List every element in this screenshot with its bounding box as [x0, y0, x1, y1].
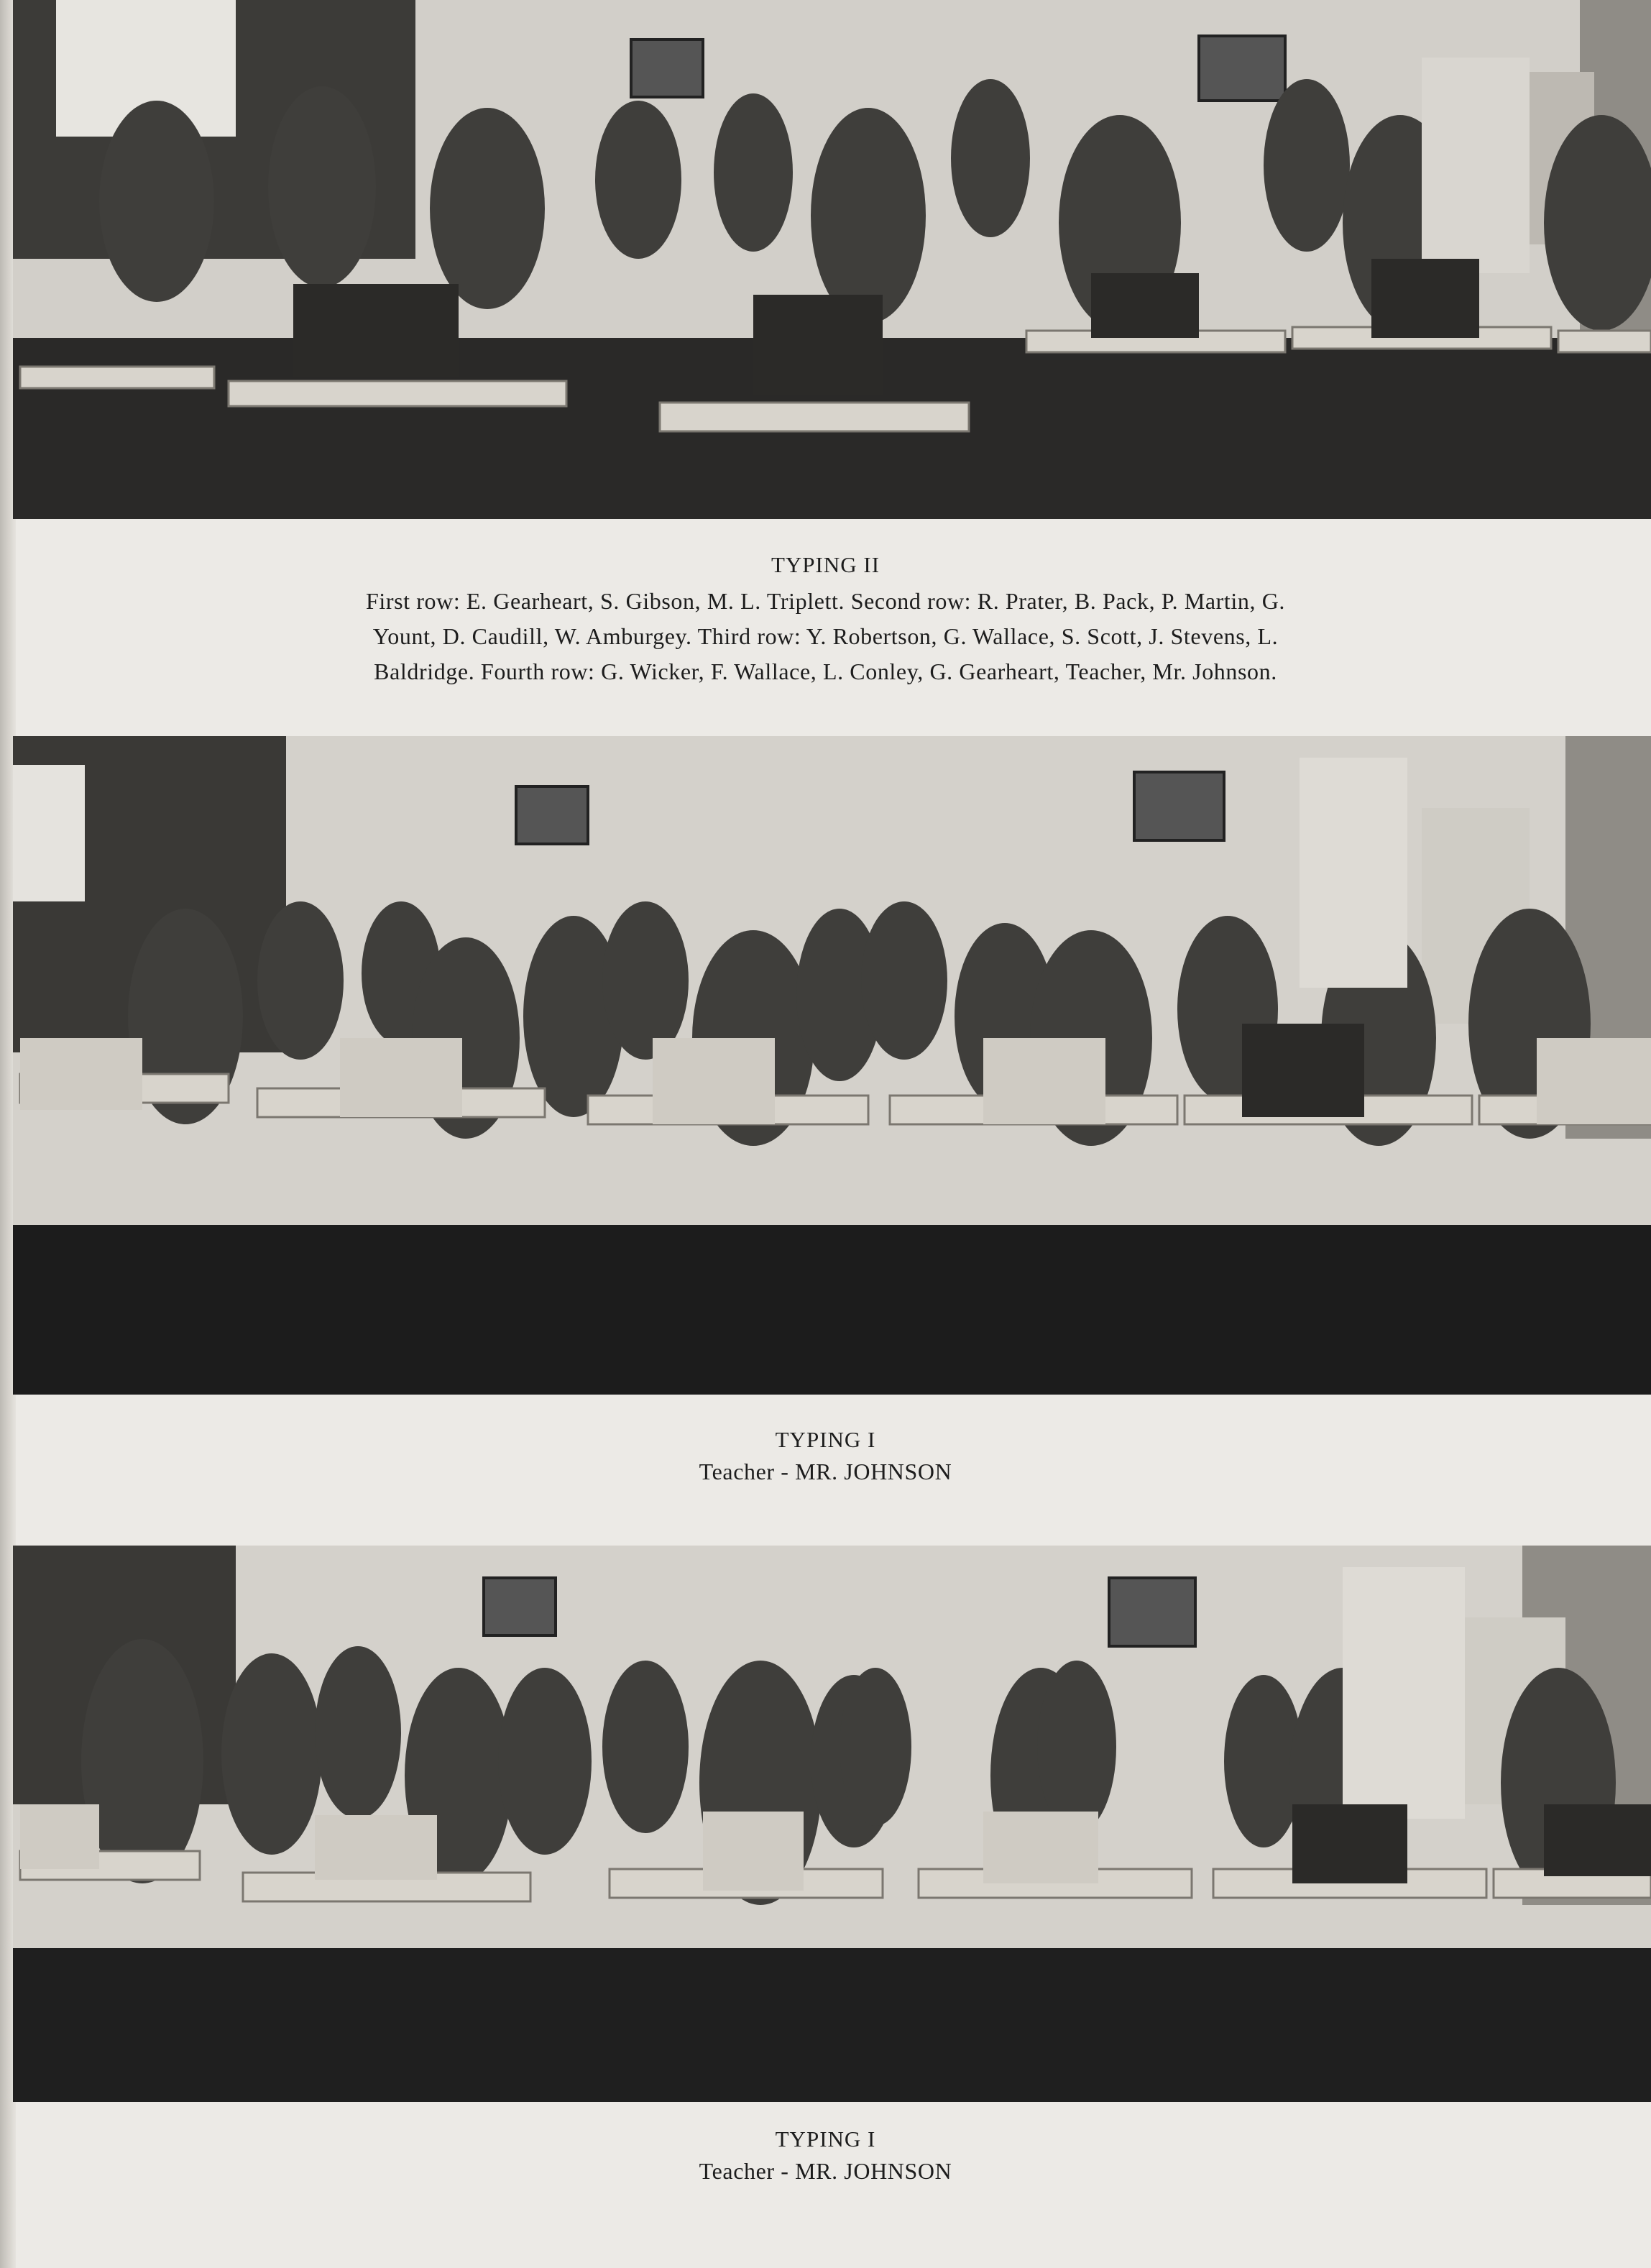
caption-typing-i-1	[0, 1427, 1651, 1489]
caption-line: Teacher - MR. JOHNSON	[699, 2158, 952, 2184]
caption-line: Teacher - MR. JOHNSON	[699, 1459, 952, 1484]
section-title: TYPING II	[771, 552, 880, 577]
section-title: TYPING I	[775, 1427, 876, 1452]
caption-typing-i-2	[0, 2126, 1651, 2189]
photo-typing-i-class-2	[13, 1546, 1651, 2102]
section-title: TYPING I	[775, 2126, 876, 2152]
photo-typing-ii-class	[13, 0, 1651, 519]
photo-typing-i-class-1	[13, 736, 1651, 1395]
caption-line: First row: E. Gearheart, S. Gibson, M. L. Triplett. Second row: R. Prater, B. Pack, P. Martin, G.	[365, 588, 1286, 614]
caption-line: Baldridge. Fourth row: G. Wicker, F. Wallace, L. Conley, G. Gearheart, Teacher, Mr. Johnson.	[374, 658, 1277, 684]
caption-line: Yount, D. Caudill, W. Amburgey. Third row: Y. Robertson, G. Wallace, S. Scott, J. Stevens, L.	[372, 623, 1279, 649]
caption-typing-ii	[0, 552, 1651, 689]
